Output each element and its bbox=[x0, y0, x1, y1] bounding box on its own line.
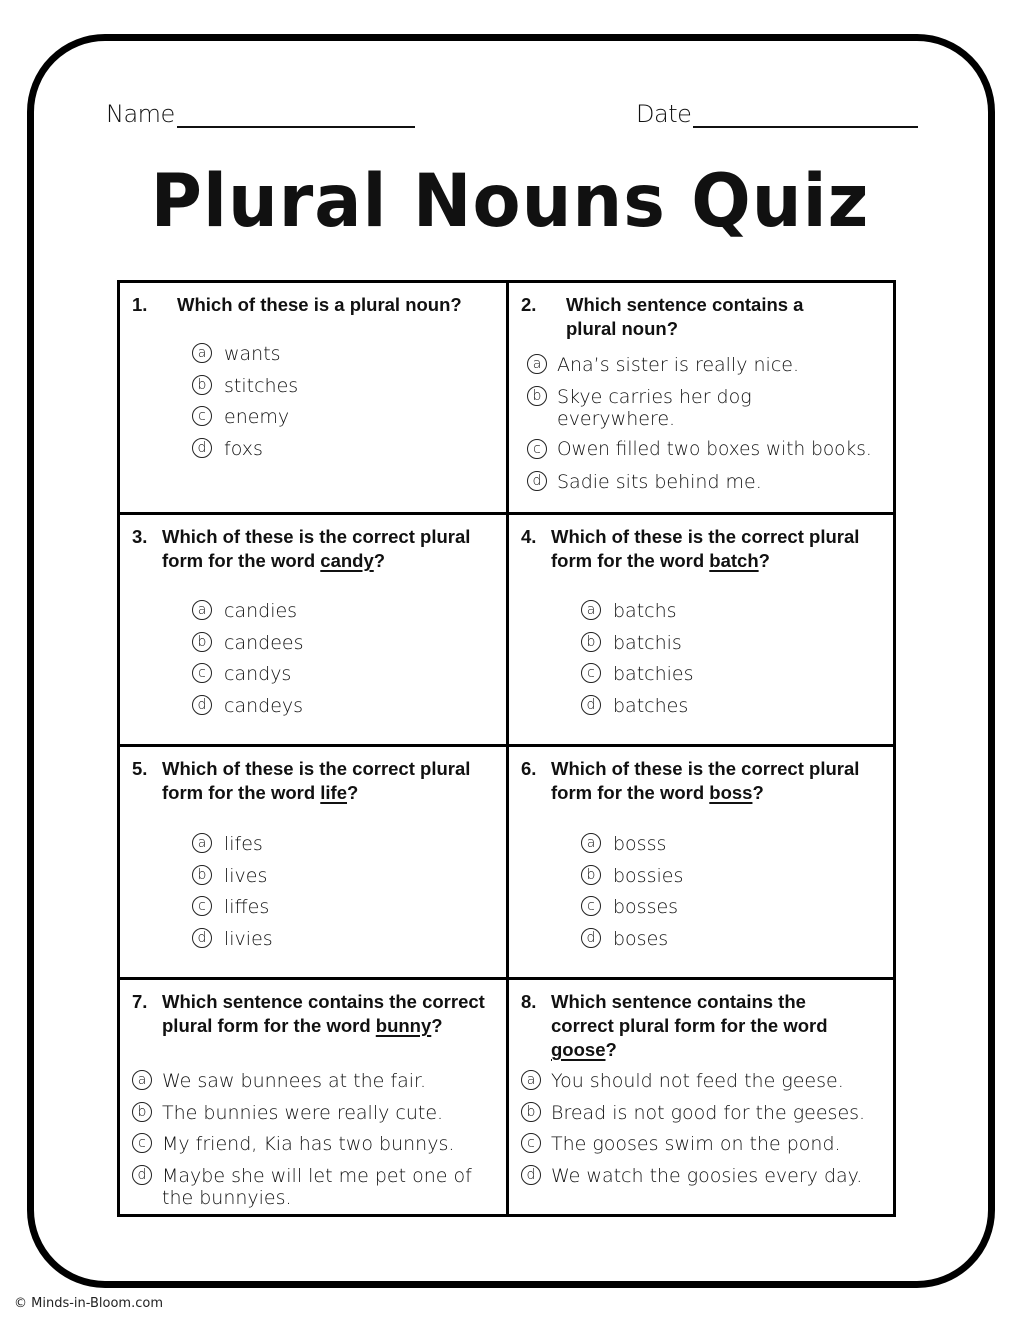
question-text: Which sentence contains a plural noun? bbox=[566, 294, 804, 339]
question-text: Which of these is the correct plural form for the word batch? bbox=[551, 526, 860, 571]
question-prompt bbox=[132, 525, 498, 573]
bubble-d-icon[interactable]: d bbox=[581, 695, 601, 715]
date-blank-line[interactable] bbox=[693, 100, 918, 128]
answer-option-c[interactable]: c The gooses swim on the pond. bbox=[521, 1133, 887, 1155]
keyword: boss bbox=[709, 782, 753, 803]
bubble-b-icon[interactable]: b bbox=[192, 865, 212, 885]
bubble-c-icon[interactable]: c bbox=[581, 896, 601, 916]
answer-options bbox=[581, 833, 683, 959]
question-number: 6. bbox=[521, 758, 537, 779]
answer-options bbox=[192, 833, 273, 959]
bubble-b-icon[interactable]: b bbox=[527, 386, 547, 406]
question-8 bbox=[509, 980, 893, 1214]
answer-option-a[interactable]: a candies bbox=[192, 600, 303, 632]
bubble-d-icon[interactable]: d bbox=[527, 471, 547, 491]
answer-option-b[interactable]: b bossies bbox=[581, 865, 683, 897]
question-text: Which sentence contains the correct plural form for the word goose? bbox=[551, 991, 828, 1060]
answer-option-a[interactable]: a You should not feed the geese. bbox=[521, 1070, 887, 1092]
answer-options bbox=[581, 600, 694, 726]
answer-option-c[interactable]: c batchies bbox=[581, 663, 694, 695]
answer-option-b[interactable]: b The bunnies were really cute. bbox=[132, 1102, 492, 1124]
answer-option-c[interactable]: c enemy bbox=[192, 406, 298, 438]
name-label: Name bbox=[106, 100, 175, 128]
bubble-a-icon[interactable]: a bbox=[581, 600, 601, 620]
answer-option-b[interactable]: b stitches bbox=[192, 375, 298, 407]
bubble-d-icon[interactable]: d bbox=[192, 695, 212, 715]
answer-option-a[interactable]: a batchs bbox=[581, 600, 694, 632]
bubble-a-icon[interactable]: a bbox=[521, 1070, 541, 1090]
name-blank-line[interactable] bbox=[177, 100, 415, 128]
bubble-b-icon[interactable]: b bbox=[192, 632, 212, 652]
bubble-b-icon[interactable]: b bbox=[192, 375, 212, 395]
answer-option-a[interactable]: a wants bbox=[192, 343, 298, 375]
copyright-footer: © Minds-in-Bloom.com bbox=[14, 1296, 163, 1311]
bubble-b-icon[interactable]: b bbox=[132, 1102, 152, 1122]
answer-option-a[interactable]: a Ana’s sister is really nice. bbox=[527, 354, 887, 376]
question-5 bbox=[120, 747, 509, 980]
bubble-a-icon[interactable]: a bbox=[132, 1070, 152, 1090]
bubble-b-icon[interactable]: b bbox=[581, 632, 601, 652]
question-number: 1. bbox=[132, 294, 148, 315]
answer-options bbox=[192, 600, 303, 726]
question-6 bbox=[509, 747, 893, 980]
keyword: candy bbox=[320, 550, 374, 571]
answer-option-d[interactable]: d livies bbox=[192, 928, 273, 960]
question-2 bbox=[509, 283, 893, 515]
question-text: Which of these is the correct plural form for the word boss? bbox=[551, 758, 860, 803]
question-prompt bbox=[521, 757, 885, 805]
name-field[interactable] bbox=[106, 100, 415, 128]
answer-option-c[interactable]: c Owen filled two boxes with books. bbox=[527, 439, 887, 461]
answer-options bbox=[132, 1070, 492, 1218]
bubble-d-icon[interactable]: d bbox=[192, 928, 212, 948]
answer-option-a[interactable]: a We saw bunnees at the fair. bbox=[132, 1070, 492, 1092]
question-number: 5. bbox=[132, 758, 148, 779]
bubble-c-icon[interactable]: c bbox=[192, 896, 212, 916]
question-prompt bbox=[521, 525, 885, 573]
question-number: 3. bbox=[132, 526, 148, 547]
bubble-a-icon[interactable]: a bbox=[527, 354, 547, 374]
question-prompt bbox=[521, 990, 873, 1062]
bubble-b-icon[interactable]: b bbox=[581, 865, 601, 885]
question-text: Which of these is the correct plural form for the word life? bbox=[162, 758, 471, 803]
keyword: bunny bbox=[375, 1015, 432, 1036]
bubble-c-icon[interactable]: c bbox=[132, 1133, 152, 1153]
question-prompt bbox=[132, 293, 498, 317]
keyword: life bbox=[320, 782, 348, 803]
bubble-a-icon[interactable]: a bbox=[581, 833, 601, 853]
quiz-grid bbox=[117, 280, 896, 1217]
question-number: 8. bbox=[521, 991, 537, 1012]
bubble-d-icon[interactable]: d bbox=[521, 1165, 541, 1185]
bubble-c-icon[interactable]: c bbox=[521, 1133, 541, 1153]
answer-option-c[interactable]: c My friend, Kia has two bunnys. bbox=[132, 1133, 492, 1155]
answer-option-d[interactable]: d We watch the goosies every day. bbox=[521, 1165, 887, 1187]
question-number: 7. bbox=[132, 991, 148, 1012]
bubble-a-icon[interactable]: a bbox=[192, 600, 212, 620]
bubble-a-icon[interactable]: a bbox=[192, 833, 212, 853]
question-1 bbox=[120, 283, 509, 515]
answer-option-d[interactable]: d boses bbox=[581, 928, 683, 960]
bubble-c-icon[interactable]: c bbox=[192, 663, 212, 683]
answer-option-b[interactable]: b candees bbox=[192, 632, 303, 664]
question-7 bbox=[120, 980, 509, 1214]
answer-option-a[interactable]: a lifes bbox=[192, 833, 273, 865]
answer-option-c[interactable]: c liffes bbox=[192, 896, 273, 928]
bubble-d-icon[interactable]: d bbox=[581, 928, 601, 948]
question-text: Which of these is a plural noun? bbox=[177, 294, 462, 315]
question-number: 4. bbox=[521, 526, 537, 547]
answer-option-b[interactable]: b Bread is not good for the geeses. bbox=[521, 1102, 887, 1124]
answer-option-d[interactable]: d Maybe she will let me pet one of the bunnyies. bbox=[132, 1165, 492, 1209]
question-4 bbox=[509, 515, 893, 747]
question-text: Which sentence contains the correct plural form for the word bunny? bbox=[162, 991, 485, 1036]
question-prompt bbox=[132, 757, 498, 805]
date-label: Date bbox=[636, 100, 692, 128]
page-title: Plural Nouns Quiz bbox=[150, 157, 870, 245]
bubble-c-icon[interactable]: c bbox=[527, 439, 547, 459]
date-field[interactable] bbox=[636, 100, 918, 128]
question-number: 2. bbox=[521, 294, 537, 315]
question-prompt bbox=[132, 990, 486, 1038]
keyword: batch bbox=[709, 550, 759, 571]
answer-option-d[interactable]: d foxs bbox=[192, 438, 298, 470]
bubble-d-icon[interactable]: d bbox=[192, 438, 212, 458]
bubble-b-icon[interactable]: b bbox=[521, 1102, 541, 1122]
answer-option-c[interactable]: c candys bbox=[192, 663, 303, 695]
answer-option-b[interactable]: b batchis bbox=[581, 632, 694, 664]
bubble-d-icon[interactable]: d bbox=[132, 1165, 152, 1185]
bubble-c-icon[interactable]: c bbox=[192, 406, 212, 426]
question-3 bbox=[120, 515, 509, 747]
answer-options bbox=[527, 354, 887, 502]
answer-option-b[interactable]: b Skye carries her dog everywhere. bbox=[527, 386, 797, 430]
question-text: Which of these is the correct plural form for the word candy? bbox=[162, 526, 471, 571]
answer-option-c[interactable]: c bosses bbox=[581, 896, 683, 928]
answer-option-d[interactable]: d candeys bbox=[192, 695, 303, 727]
answer-options bbox=[521, 1070, 887, 1196]
answer-option-d[interactable]: d batches bbox=[581, 695, 694, 727]
answer-option-b[interactable]: b lives bbox=[192, 865, 273, 897]
question-prompt bbox=[521, 293, 843, 341]
answer-options bbox=[192, 343, 298, 469]
bubble-c-icon[interactable]: c bbox=[581, 663, 601, 683]
answer-option-d[interactable]: d Sadie sits behind me. bbox=[527, 471, 887, 493]
answer-option-a[interactable]: a bosss bbox=[581, 833, 683, 865]
bubble-a-icon[interactable]: a bbox=[192, 343, 212, 363]
keyword: goose bbox=[551, 1039, 606, 1060]
